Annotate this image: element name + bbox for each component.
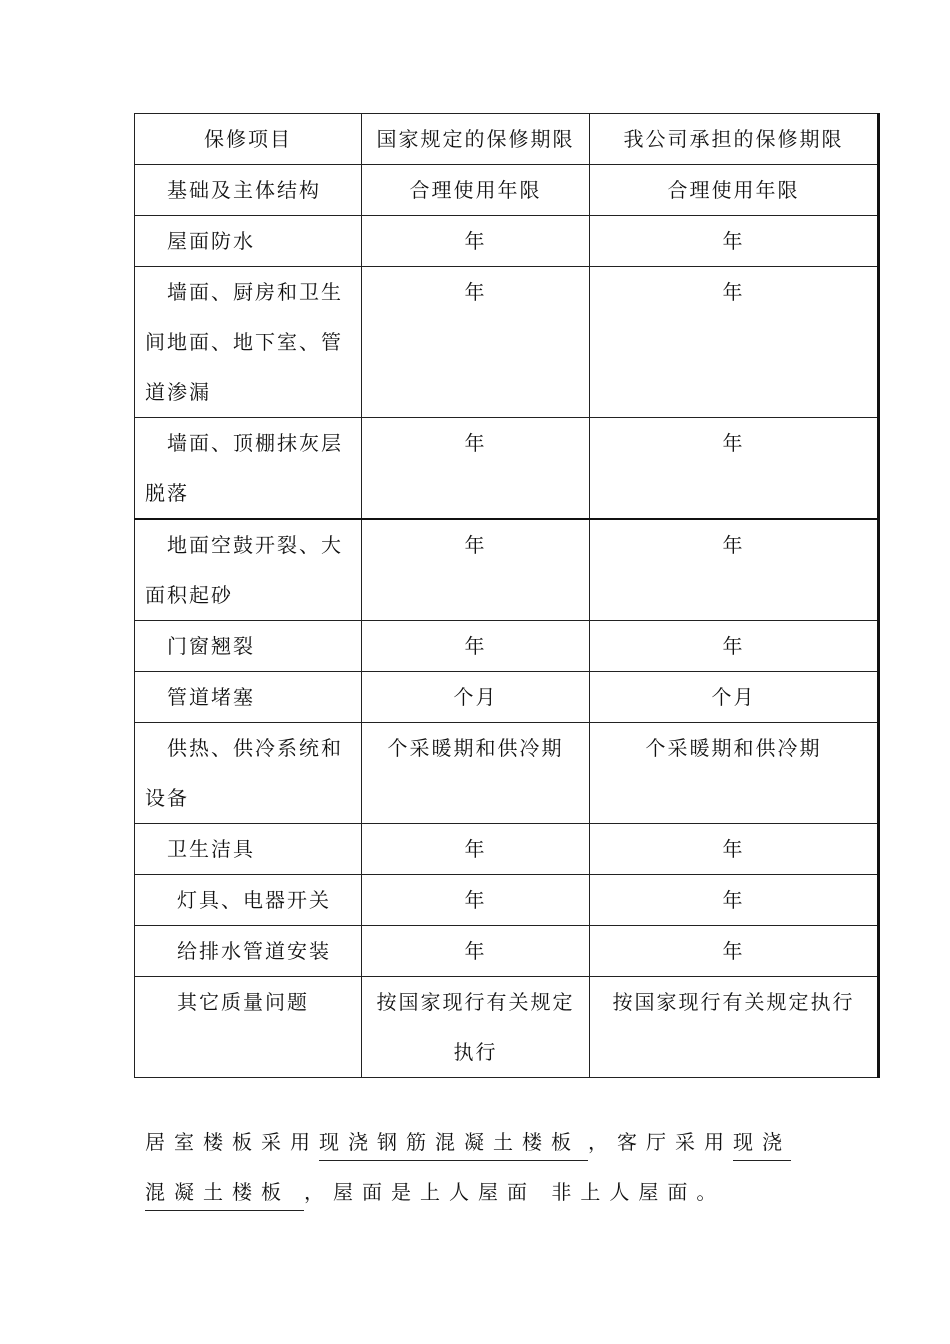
row-national: 合理使用年限 [362, 165, 590, 216]
row-company: 年 [590, 267, 879, 418]
row-company: 年 [590, 519, 879, 621]
row-company: 个月 [590, 672, 879, 723]
row-national: 年 [362, 926, 590, 977]
living-room-blank-1: 现浇 [733, 1128, 791, 1161]
paragraph-line-1 [145, 1128, 845, 1161]
row-company: 年 [590, 418, 879, 520]
table-row [135, 165, 879, 216]
table-row [135, 216, 879, 267]
row-item: 基础及主体结构 [135, 165, 362, 216]
para-suffix: ，屋面是上人屋面 非上人屋面。 [304, 1180, 726, 1204]
warranty-table [134, 113, 880, 1078]
row-national: 年 [362, 824, 590, 875]
row-item: 卫生洁具 [135, 824, 362, 875]
row-item: 墙面、厨房和卫生间地面、地下室、管道渗漏 [135, 267, 362, 418]
row-national: 年 [362, 216, 590, 267]
row-item: 供热、供冷系统和设备 [135, 723, 362, 824]
row-company: 年 [590, 875, 879, 926]
row-national: 按国家现行有关规定执行 [362, 977, 590, 1078]
table-row [135, 418, 879, 520]
living-room-blank-2: 混凝土楼板 [145, 1178, 304, 1211]
table-row [135, 267, 879, 418]
table-row [135, 926, 879, 977]
table-row [135, 519, 879, 621]
row-company: 年 [590, 824, 879, 875]
header-company: 我公司承担的保修期限 [590, 114, 879, 165]
table-row [135, 824, 879, 875]
row-national: 年 [362, 519, 590, 621]
row-item: 墙面、顶棚抹灰层脱落 [135, 418, 362, 520]
table-row [135, 621, 879, 672]
row-national: 年 [362, 267, 590, 418]
row-item: 其它质量问题 [135, 977, 362, 1078]
para-prefix: 居室楼板采用 [145, 1130, 319, 1154]
row-company: 年 [590, 621, 879, 672]
row-national: 个采暖期和供冷期 [362, 723, 590, 824]
row-item: 地面空鼓开裂、大面积起砂 [135, 519, 362, 621]
paragraph-line-2 [145, 1178, 845, 1211]
row-company: 按国家现行有关规定执行 [590, 977, 879, 1078]
header-national: 国家规定的保修期限 [362, 114, 590, 165]
table-row [135, 723, 879, 824]
row-national: 年 [362, 875, 590, 926]
row-national: 年 [362, 621, 590, 672]
row-national: 年 [362, 418, 590, 520]
row-item: 管道堵塞 [135, 672, 362, 723]
row-company: 年 [590, 926, 879, 977]
table-row [135, 977, 879, 1078]
row-national: 个月 [362, 672, 590, 723]
row-item: 给排水管道安装 [135, 926, 362, 977]
para-mid: ，客厅采用 [588, 1130, 733, 1154]
header-item: 保修项目 [135, 114, 362, 165]
row-item: 灯具、电器开关 [135, 875, 362, 926]
row-company: 合理使用年限 [590, 165, 879, 216]
row-company: 个采暖期和供冷期 [590, 723, 879, 824]
table-row [135, 672, 879, 723]
row-company: 年 [590, 216, 879, 267]
floor-slab-blank: 现浇钢筋混凝土楼板 [319, 1128, 588, 1161]
row-item: 屋面防水 [135, 216, 362, 267]
table-row [135, 875, 879, 926]
table-header-row [135, 114, 879, 165]
row-item: 门窗翘裂 [135, 621, 362, 672]
